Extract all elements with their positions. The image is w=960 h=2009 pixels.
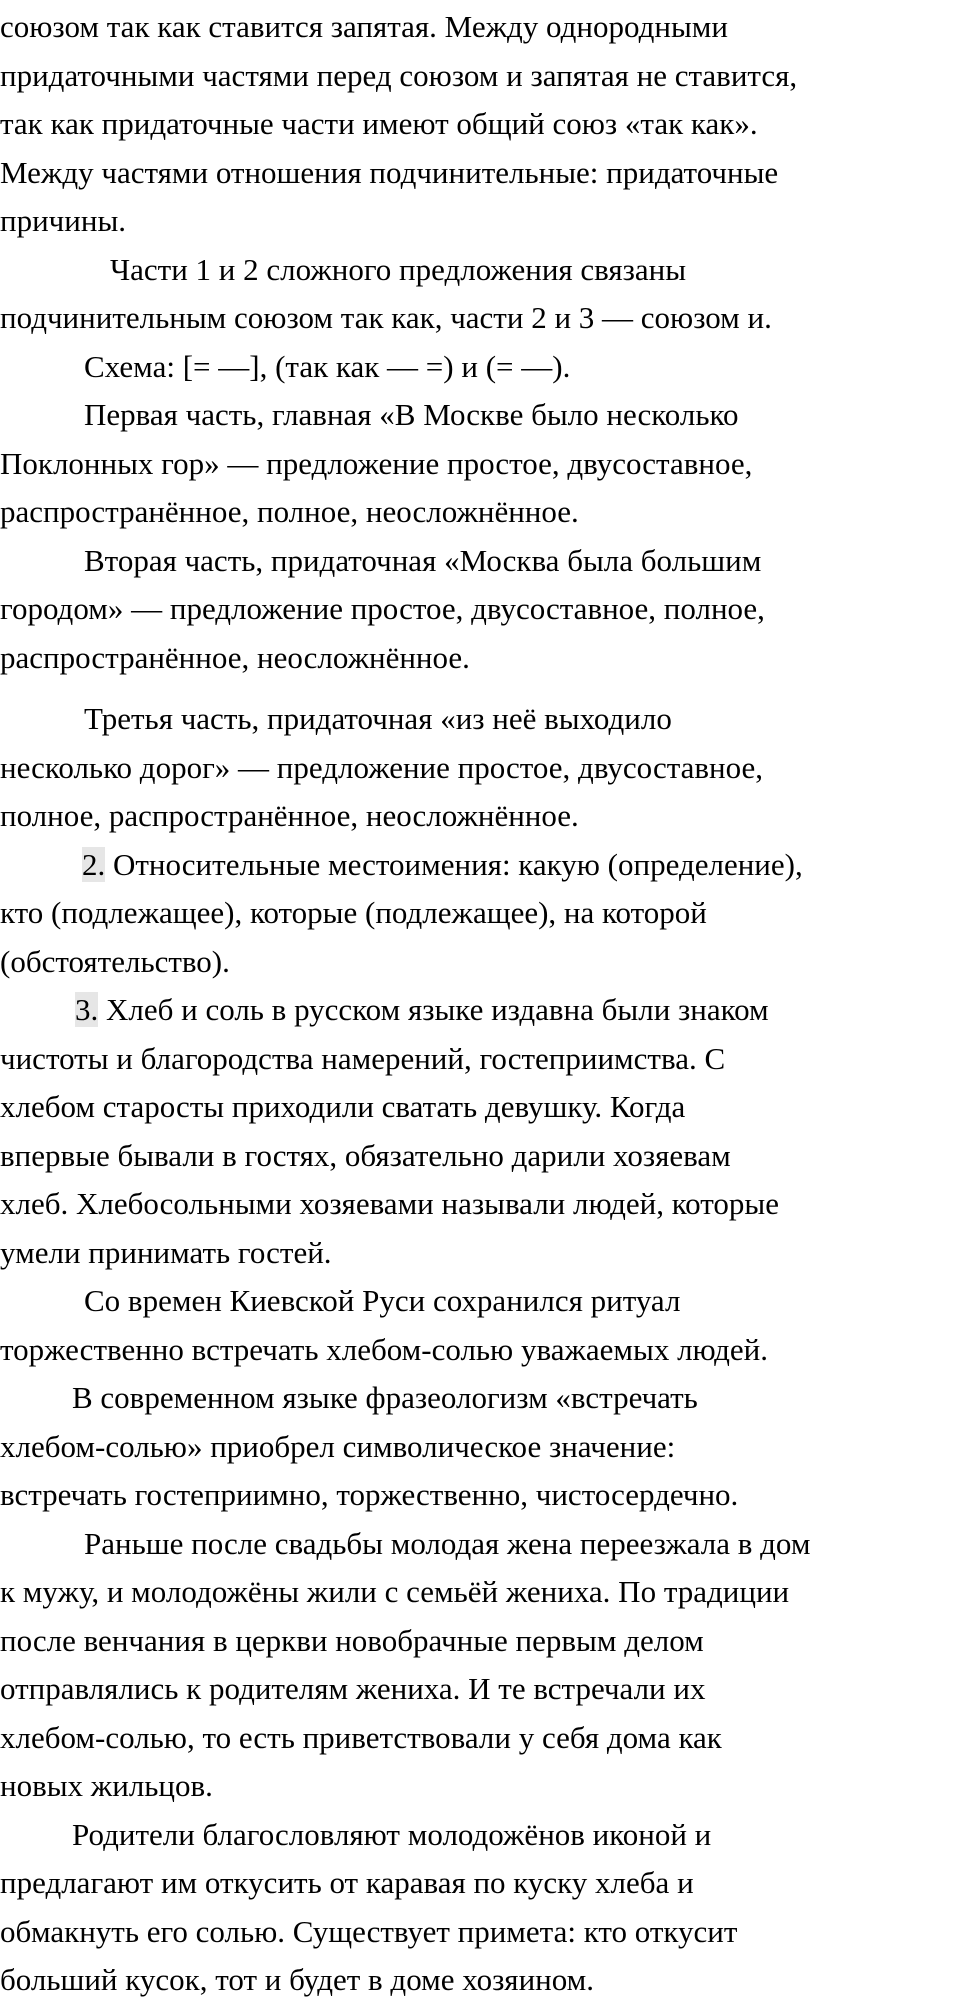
line-text: Схема: [= —], (так как — =) и (= —). [84,348,571,384]
line-text: Между частями отношения подчинительные: придаточные [0,154,779,190]
line-text: обмакнуть его солью. Существует примета: кто откусит [0,1913,738,1949]
line-text: больший кусок, тот и будет в доме хозяином. [0,1962,595,1997]
line-text: предлагают им откусить от каравая по куску хлеба и [0,1865,694,1900]
text-line [0,585,960,634]
list-number-highlight: 3. [75,992,99,1027]
text-line [0,246,960,295]
text-line [0,1132,960,1181]
text-line [0,1423,960,1472]
line-text: торжественно встречать хлебом-солью уважаемых людей. [0,1331,769,1367]
text-line [0,1374,960,1423]
line-text: (обстоятельство). [0,943,230,979]
text-line [0,1520,960,1569]
line-text: новых жильцов. [0,1768,213,1803]
text-line [0,634,960,683]
line-text: Третья часть, придаточная «из неё выходило [84,701,672,736]
text-line [0,1083,960,1132]
text-line [0,938,960,987]
text-line [0,841,960,890]
line-text: к мужу, и молодожёны жили с семьёй жениха. По традиции [0,1574,790,1609]
line-text: Первая часть, главная «В Москве было несколько [84,397,739,432]
text-line [0,1617,960,1666]
text-line [0,1277,960,1326]
text-line [0,1956,960,2005]
text-line [0,1714,960,1763]
line-text: после венчания в церкви новобрачные первым делом [0,1622,704,1658]
text-line [0,149,960,198]
line-text: распространённое, неосложнённое. [0,639,470,675]
line-text: союзом так как ставится запятая. Между однородными [0,9,729,44]
text-line [0,1568,960,1617]
text-line [0,1229,960,1278]
line-text: встречать гостеприимно, торжественно, чистосердечно. [0,1477,739,1512]
text-line [0,695,960,744]
line-text: Хлеб и соль в русском языке издавна были знаком [98,992,769,1027]
text-line [0,1665,960,1714]
text-line [0,343,960,392]
line-text: причины. [0,203,127,238]
line-text: распространённое, полное, неосложнённое. [0,494,579,529]
text-line [0,1035,960,1084]
line-text: хлебом-солью, то есть приветствовали у себя дома как [0,1719,722,1755]
line-text: хлебом-солью» приобрел символическое значение: [0,1428,676,1464]
line-text: Части 1 и 2 сложного предложения связаны [110,251,687,287]
line-text: Относительные местоимения: какую (определение), [105,846,803,882]
text-block-2 [0,695,960,2005]
text-line [0,1471,960,1520]
text-line [0,1180,960,1229]
text-line [0,1908,960,1957]
line-text: отправлялись к родителям жениха. И те встречали их [0,1671,706,1706]
text-line [0,3,960,52]
text-line [0,197,960,246]
text-line [0,488,960,537]
line-text: Со времен Киевской Руси сохранился ритуал [84,1283,681,1318]
text-line [0,440,960,489]
line-text: чистоты и благородства намерений, гостеприимства. С [0,1040,726,1076]
text-line [0,537,960,586]
line-text: хлебом старосты приходили сватать девушку. Когда [0,1089,686,1124]
line-text: кто (подлежащее), которые (подлежащее), на которой [0,895,707,930]
text-line [0,52,960,101]
text-line [0,986,960,1035]
text-block-1 [0,3,960,682]
line-text: так как придаточные части имеют общий союз «так как». [0,106,758,141]
line-text: Вторая часть, придаточная «Москва была большим [84,542,762,578]
line-text: городом» — предложение простое, двусоставное, полное, [0,591,765,626]
line-text: подчинительным союзом так как, части 2 и 3 — союзом и. [0,300,772,335]
line-text: Раньше после свадьбы молодая жена переезжала в дом [84,1525,811,1561]
line-text: несколько дорог» — предложение простое, двусоставное, [0,749,763,785]
text-line [0,1326,960,1375]
text-line [0,391,960,440]
text-line [0,889,960,938]
line-text: Поклонных гор» — предложение простое, двусоставное, [0,445,753,481]
line-text: полное, распространённое, неосложнённое. [0,798,579,833]
line-text: впервые бывали в гостях, обязательно дарили хозяевам [0,1137,731,1173]
text-line [0,1811,960,1860]
line-text: придаточными частями перед союзом и запятая не ставится, [0,57,798,93]
text-line [0,1859,960,1908]
text-line [0,294,960,343]
list-number-highlight: 2. [82,846,106,882]
text-line [0,744,960,793]
line-text: В современном языке фразеологизм «встречать [72,1380,698,1415]
line-text: Родители благословляют молодожёнов иконой и [72,1816,712,1852]
line-text: хлеб. Хлебосольными хозяевами называли людей, которые [0,1186,779,1221]
text-line [0,792,960,841]
text-line [0,100,960,149]
text-line [0,1762,960,1811]
line-text: умели принимать гостей. [0,1234,332,1270]
